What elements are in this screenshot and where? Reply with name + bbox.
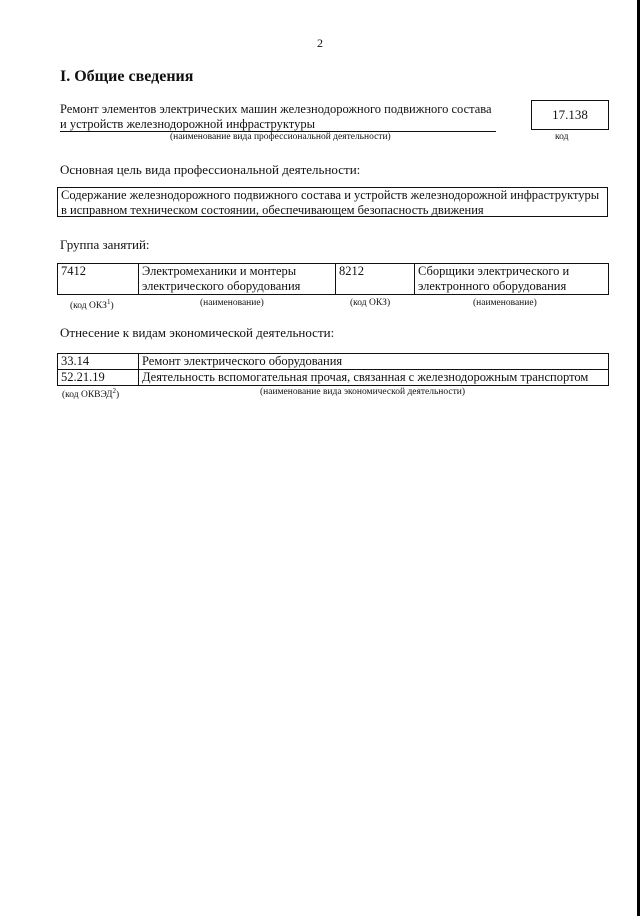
activity-name: Ремонт элементов электрических машин железнодорожного подвижного состава и устройств железнодорожной инфраструктуры (60, 102, 492, 131)
economic-activity-name-cell: Ремонт электрического оборудования (139, 354, 609, 370)
okved-code-cell: 33.14 (58, 354, 139, 370)
economic-activity-table (57, 353, 609, 386)
activity-code-box: 17.138 (531, 100, 609, 130)
economic-activity-name-cell: Деятельность вспомогательная прочая, связанная с железнодорожным транспортом (139, 370, 609, 386)
okz-code-caption-1: (код ОКЗ$^1$) (70, 298, 114, 312)
goal-box: Содержание железнодорожного подвижного состава и устройств железнодорожной инфраструктуры в исправном техническом состоянии, обеспечивающем безопасность движения (57, 187, 608, 217)
occupation-group-heading: Группа занятий: (60, 237, 150, 252)
okz-code-cell-2: 8212 (336, 264, 415, 295)
economic-activity-heading: Отнесение к видам экономической деятельности: (60, 325, 335, 340)
table-row (58, 370, 609, 386)
okved-code-cell: 52.21.19 (58, 370, 139, 386)
occupation-group-table (57, 263, 609, 295)
goal-heading: Основная цель вида профессиональной деятельности: (60, 162, 361, 177)
table-row (58, 354, 609, 370)
page-number: 2 (317, 36, 323, 50)
activity-code-caption: код (555, 132, 569, 142)
occupation-name-cell-1: Электромеханики и монтеры электрического оборудования (139, 264, 336, 295)
okved-code-caption: (код ОКВЭД$^2$) (62, 387, 120, 401)
table-row (58, 264, 609, 295)
section-title: I. Общие сведения (60, 68, 194, 85)
okz-code-caption-2: (код ОКЗ) (350, 298, 391, 308)
occupation-name-cell-2: Сборщики электрического и электронного оборудования (415, 264, 609, 295)
economic-activity-name-caption: (наименование вида экономической деятельности) (260, 387, 465, 397)
okz-code-cell-1: 7412 (58, 264, 139, 295)
occupation-name-caption-1: (наименование) (200, 298, 264, 308)
activity-name-caption: (наименование вида профессиональной деятельности) (170, 132, 391, 142)
occupation-name-caption-2: (наименование) (473, 298, 537, 308)
